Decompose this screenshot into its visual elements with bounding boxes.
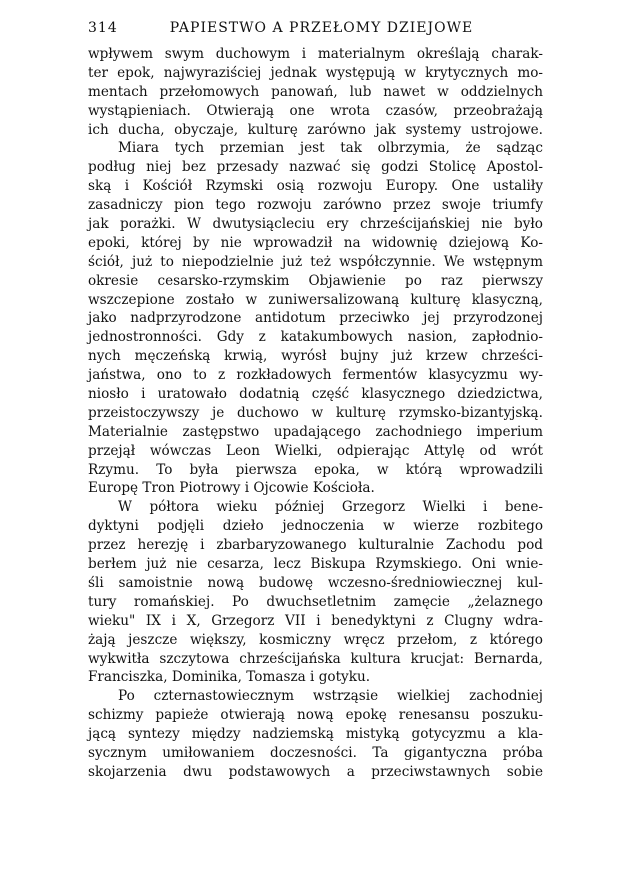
text-line: żają jeszcze większy, kosmiczny wręcz przełom, z którego: [88, 631, 543, 648]
running-head: PAPIESTWO A PRZEŁOMY DZIEJOWE: [169, 20, 474, 36]
text-line: tury romańskiej. Po dwuchsetletnim zamęcie „żelaznego: [88, 593, 543, 610]
body-text: [88, 45, 543, 782]
text-line: ściół, już to niepodzielnie już też współczynnie. We wstępnym: [88, 253, 543, 270]
text-line: Miara tych przemian jest tak olbrzymia, że sądząc: [118, 140, 543, 157]
text-line: wykwitła szczytowa chrześcijańska kultura krucjat: Bernarda,: [88, 650, 543, 667]
text-line: wszczepione zostało w zuniwersalizowaną kulturę klasyczną,: [88, 291, 543, 308]
text-line: ich ducha, obyczaje, kulturę zarówno jak systemy ustrojowe.: [88, 121, 543, 138]
text-line: jako nadprzyrodzone antidotum przeciwko jej przyrodzonej: [88, 310, 543, 327]
text-line: skojarzenia dwu podstawowych a przeciwstawnych sobie: [88, 763, 543, 780]
text-line: niosło i uratowało dodatnią część klasycznego dziedzictwa,: [88, 386, 543, 403]
text-line: dyktyni podjęli dzieło jednoczenia w wierze rozbitego: [88, 518, 543, 535]
text-line: schizmy papieże otwierają nową epokę renesansu poszuku-: [88, 707, 543, 724]
text-line: mentach przełomowych panowań, lub nawet w oddzielnych: [88, 83, 543, 100]
text-line: epoki, której by nie wprowadził na widownię dziejową Ko-: [88, 234, 543, 251]
text-line: jednostronności. Gdy z katakumbowych nasion, zapłodnio-: [88, 329, 543, 346]
text-line: Rzymu. To była pierwsza epoka, w którą wprowadzili: [88, 461, 543, 478]
text-line: śli samoistnie nową budowę wczesno-średniowiecznej kul-: [88, 574, 543, 591]
page-header: [88, 20, 543, 42]
text-line: wpływem swym duchowym i materialnym określają charak-: [88, 46, 543, 62]
text-line: berłem już nie cesarza, lecz Biskupa Rzymskiego. Oni wnie-: [88, 556, 543, 573]
text-line: podług niej bez przesady nazwać się godzi Stolicę Apostol-: [88, 159, 543, 176]
text-line: ter epok, najwyraziściej jednak występują w krytycznych mo-: [88, 64, 543, 81]
text-line: wystąpieniach. Otwierają one wrota czasów, przeobrażają: [88, 102, 543, 119]
text-line: przeistoczywszy je duchowo w kulturę rzymsko-bizantyjską.: [88, 404, 543, 421]
text-line: ską i Kościół Rzymski osią rozwoju Europy. One ustaliły: [88, 178, 543, 195]
text-line: wieku" IX i X, Grzegorz VII i benedyktyni z Clugny wdra-: [88, 612, 543, 629]
page-number: 314: [88, 20, 118, 36]
text-line: sycznym umiłowaniem doczesności. Ta gigantyczna próba: [88, 744, 543, 761]
text-line: Franciszka, Dominika, Tomasza i gotyku.: [88, 669, 371, 686]
text-line: jaństwa, ono to z rozkładowych fermentów klasycyzmu wy-: [88, 367, 543, 384]
text-line: jącą syntezy między nadziemską mistyką gotycyzmu a kla-: [88, 726, 543, 743]
text-line: Po czternastowiecznym wstrząsie wielkiej zachodniej: [118, 688, 543, 705]
text-line: zasadniczy pion tego rozwoju zarówno przez swoje triumfy: [88, 197, 543, 214]
text-line: przejął wówczas Leon Wielki, odpierając Attylę od wrót: [88, 442, 543, 459]
text-line: Materialnie zastępstwo upadającego zachodniego imperium: [88, 423, 543, 440]
text-line: jak porażki. W dwutysiącleciu ery chrześcijańskiej nie było: [88, 216, 543, 233]
text-line: W półtora wieku później Grzegorz Wielki i bene-: [118, 499, 543, 516]
text-line: przez herezję i zbarbaryzowanego kulturalnie Zachodu pod: [88, 537, 543, 554]
text-line: okresie cesarsko-rzymskim Objawienie po raz pierwszy: [88, 272, 543, 289]
text-line: nych męczeńską krwią, wyrósł bujny już krzew chrześci-: [88, 348, 543, 365]
text-line: Europę Tron Piotrowy i Ojcowie Kościoła.: [88, 480, 375, 497]
